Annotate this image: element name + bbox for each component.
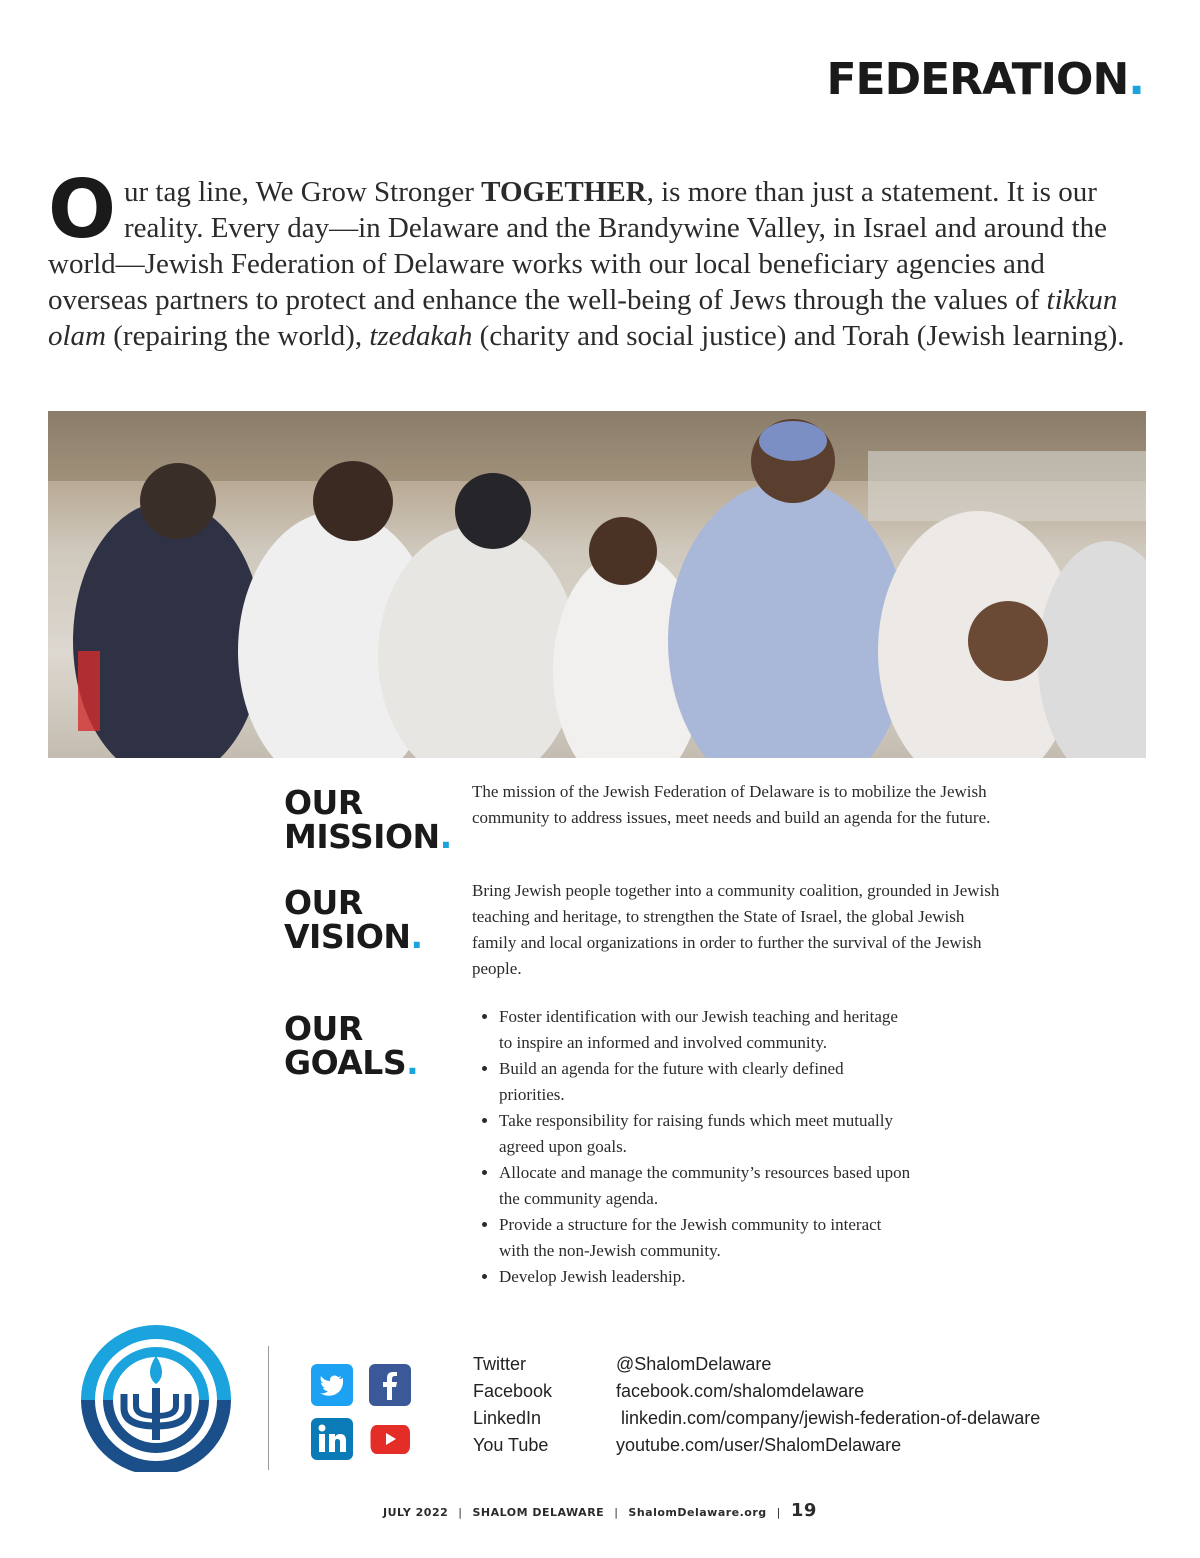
youtube-icon[interactable] bbox=[369, 1418, 411, 1460]
goal-item: • Allocate and manage the community’s resources based upon the community agenda. bbox=[499, 1160, 912, 1212]
social-name: Facebook bbox=[473, 1381, 553, 1401]
footer-date: JULY 2022 bbox=[383, 1506, 449, 1519]
drop-cap: O bbox=[48, 163, 117, 256]
social-handle-link[interactable]: linkedin.com/company/jewish-federation-of-delaware bbox=[616, 1408, 1041, 1428]
vision-text: Bring Jewish people together into a community coalition, grounded in Jewish teaching and heritage, to strengthen the State of Israel, the global Jewish family and local organizations in order to further the survival of the Jewish people. bbox=[472, 881, 1000, 978]
intro-text-bold: TOGETHER bbox=[481, 176, 647, 208]
social-name: You Tube bbox=[473, 1435, 549, 1455]
footer-publication: SHALOM DELAWARE bbox=[472, 1506, 605, 1519]
intro-text-3: (repairing the world), bbox=[106, 320, 370, 352]
goals-list-container bbox=[472, 1004, 912, 1290]
mission-heading-line1: OUR bbox=[284, 783, 363, 822]
goals-heading bbox=[284, 1009, 419, 1082]
intro-text-italic-1: tikkun olam bbox=[48, 284, 1118, 352]
social-handle-link[interactable]: youtube.com/user/ShalomDelaware bbox=[616, 1435, 902, 1455]
vision-heading-line1: OUR bbox=[284, 883, 363, 922]
section-title-dot: . bbox=[1128, 54, 1144, 105]
twitter-icon[interactable] bbox=[311, 1364, 353, 1406]
section-title-text: FEDERATION bbox=[826, 54, 1129, 105]
facebook-icon[interactable] bbox=[369, 1364, 411, 1406]
footer-separator: | bbox=[776, 1506, 781, 1519]
goal-item: • Take responsibility for raising funds which meet mutually agreed upon goals. bbox=[499, 1108, 912, 1160]
goal-item: • Build an agenda for the future with clearly defined priorities. bbox=[499, 1056, 912, 1108]
intro-text-4: (charity and social justice) and Torah (Jewish learning). bbox=[472, 320, 1125, 352]
footer-separator: | bbox=[614, 1506, 619, 1519]
goals-heading-dot: . bbox=[406, 1043, 419, 1082]
social-row-linkedin bbox=[473, 1408, 1040, 1435]
linkedin-icon[interactable] bbox=[311, 1418, 353, 1460]
intro-text-1: ur tag line, We Grow Stronger bbox=[124, 176, 482, 208]
goals-list bbox=[472, 1004, 912, 1290]
goals-heading-line2: GOALS bbox=[284, 1043, 407, 1082]
vision-heading bbox=[284, 883, 423, 956]
social-name: LinkedIn bbox=[473, 1408, 542, 1428]
goals-heading-line1: OUR bbox=[284, 1009, 363, 1048]
social-handle-link[interactable]: facebook.com/shalomdelaware bbox=[616, 1381, 865, 1401]
mission-heading-dot: . bbox=[439, 817, 452, 856]
intro-text-italic-2: tzedakah bbox=[369, 320, 473, 352]
social-row-facebook bbox=[473, 1381, 1040, 1408]
social-row-twitter bbox=[473, 1354, 1040, 1381]
social-links-table bbox=[473, 1354, 1040, 1462]
goal-item: • Provide a structure for the Jewish community to interact with the non-Jewish community. bbox=[499, 1212, 912, 1264]
footer-separator: | bbox=[458, 1506, 463, 1519]
vision-heading-dot: . bbox=[410, 917, 423, 956]
group-hug-photo bbox=[48, 411, 1146, 758]
mission-heading bbox=[284, 783, 452, 856]
goal-item: • Develop Jewish leadership. bbox=[499, 1264, 912, 1290]
federation-logo-icon bbox=[78, 1322, 234, 1472]
mission-text: The mission of the Jewish Federation of Delaware is to mobilize the Jewish community to address issues, meet needs and build an agenda for the future. bbox=[472, 782, 991, 827]
intro-paragraph bbox=[48, 163, 1148, 354]
page-number: 19 bbox=[790, 1500, 817, 1521]
page-section-title bbox=[826, 54, 1144, 105]
social-name: Twitter bbox=[473, 1354, 527, 1374]
social-row-youtube bbox=[473, 1435, 1040, 1462]
goal-item: • Foster identification with our Jewish teaching and heritage to inspire an informed and involved community. bbox=[499, 1004, 912, 1056]
social-handle-link[interactable]: @ShalomDelaware bbox=[616, 1354, 772, 1374]
vision-heading-line2: VISION bbox=[284, 917, 411, 956]
mission-heading-line2: MISSION bbox=[284, 817, 440, 856]
photo-illustration bbox=[48, 411, 1146, 758]
footer-divider bbox=[268, 1346, 269, 1470]
intro-text-2: , is more than just a statement. It is our reality. Every day—in Delaware and the Brandywine Valley, in Israel and around the world—Jewish Federation of Delaware works with our local beneficiary agencies and overseas partners to protect and enhance the well-being of Jews through the values of bbox=[48, 176, 1107, 316]
page-footer bbox=[0, 1500, 1200, 1521]
footer-site[interactable]: ShalomDelaware.org bbox=[628, 1506, 767, 1519]
